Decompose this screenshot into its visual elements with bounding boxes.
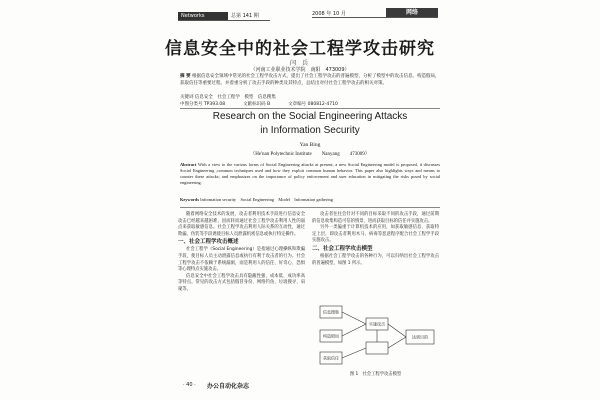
section-heading: 一、社会工程学攻击概述	[178, 239, 239, 246]
affiliation-en: （He'nan Polytechnic Institute Nanyang 473009）	[250, 152, 370, 157]
abstract-en	[180, 162, 440, 186]
body-paragraph: 信息安全中社会工程学攻击具有隐蔽性强、成本低、成功率高等特点。常见的攻击方式包括假冒身份、网络钓鱼、垃圾搜寻、肩窥等。	[178, 273, 305, 292]
section-heading: 二、社会工程学攻击模型	[312, 245, 373, 252]
body-paragraph: 社会工程学（Social Engineering）是指通过心理操纵和欺骗手段，使目标人员主动泄露信息或执行有利于攻击者的行为。社会工程学攻击不依赖于系统漏洞，而是利用人的信任、好奇心、恐惧等心理特点实施攻击。	[178, 247, 305, 273]
header-rule-right	[312, 17, 438, 18]
figure-arrow	[342, 348, 366, 358]
author-en: Yan Bing	[299, 142, 321, 148]
body-column-right	[312, 212, 439, 267]
body-paragraph: 根据社会工程学攻击的各种行为，可以归纳出社会工程学攻击的普遍模型，如图 1 所示。	[312, 253, 439, 266]
section-label: Networks	[178, 12, 228, 20]
title-en-line-1: Research on the Social Engineering Attacks	[212, 111, 408, 122]
article-number: 文章编号 080812-4710	[288, 102, 338, 107]
paper-title-en	[180, 110, 440, 138]
paper-title-cn: 信息安全中的社会工程学攻击研究	[165, 39, 435, 59]
keywords-en	[180, 197, 440, 203]
doc-code: 文献标识码 B	[243, 102, 271, 107]
section-divider	[180, 108, 440, 109]
abstract-text-en: With a view to the various forms of Social Engineering attacks at present, a new Social Engineering model is proposed, it discusses Social Engineering ,common techniques used and how they exploit common human behavior. This paper also highlights ways and means to counter these attacks; and emphasizes on the importance of policy enforcement and user education in mitigating the risks posed by social engineering.	[180, 162, 440, 185]
figure-arrow	[388, 324, 406, 337]
figure-label: 实施攻击	[369, 321, 385, 327]
journal-name: 办公自动化杂志	[207, 383, 250, 390]
abstract-label-en: Abstract	[180, 162, 197, 167]
abstract-label-cn: 摘 要	[180, 74, 191, 79]
column-label: 网络	[386, 8, 438, 17]
figure-label: 获取信任	[323, 355, 339, 361]
author-cn: 闫 兵	[290, 60, 310, 67]
figure-caption: 图 1 社会工程学攻击模型	[349, 372, 402, 377]
page-number: · 40 ·	[183, 382, 196, 388]
abstract-cn	[180, 74, 440, 87]
clc-number: 中图分类号 TP393.08	[180, 102, 226, 107]
header-rule	[178, 20, 270, 21]
attack-model-figure	[316, 300, 438, 370]
body-paragraph: 随着网络安全技术的发展，攻击者利用技术手段进行信息安全攻击已经越来越困难，因而转而通过社会工程学攻击利用人性的弱点来获取敏感信息。社会工程学攻击利用人际关系的互动性，通过欺骗、伪装等手段诱使目标人员泄露机密信息或执行特定操作。	[178, 212, 305, 237]
figure-label: 达到目的	[412, 334, 428, 340]
section-divider-2	[180, 207, 440, 208]
figure-label: 构造假局	[323, 333, 339, 339]
issue-date: 2008 年 10 月	[312, 11, 346, 17]
figure-box	[366, 342, 388, 354]
keywords-cn: 关键词 信息安全 社会工程学 模型 信息搜集	[180, 95, 276, 100]
title-en-line-2: in Information Security	[260, 125, 360, 136]
keywords-text-en: Information security Social Engineering Model Information gathering	[200, 197, 333, 202]
issue-number: 总第 141 期	[231, 13, 259, 19]
abstract-text-cn: 根据信息安全领域中常见的社会工程学攻击方式，提出了社会工程学攻击的普遍模型，分析了模型中的攻击信息、构造假局，获取信任等重要过程。并着重分析了攻击手段的种类及其特点，总结出对付社会工程学攻击的相关对策。	[180, 74, 440, 86]
affiliation-cn: （河南工业职业技术学院 南阳 473009）	[250, 67, 350, 73]
figure-arrow	[388, 337, 406, 348]
figure-arrow	[342, 324, 366, 336]
body-paragraph: 另外一类偏重于计算机技术的应用，如获取敏感信息、获取特定上层，即攻击者利用木马、病毒等恶意程序配合社会工程学手段实施攻击。	[312, 225, 439, 244]
figure-label: 信息搜集	[323, 309, 339, 315]
body-column-left	[178, 212, 305, 294]
keywords-label-en: Keywords	[180, 197, 200, 202]
classification-row	[180, 101, 440, 107]
figure-arrow	[342, 312, 366, 324]
body-paragraph: 攻击者往往会针对不同的目标采取不同的攻击手段，通过前期的信息收集构造可信的情景，进而获取目标的信任并实施攻击。	[312, 212, 439, 224]
